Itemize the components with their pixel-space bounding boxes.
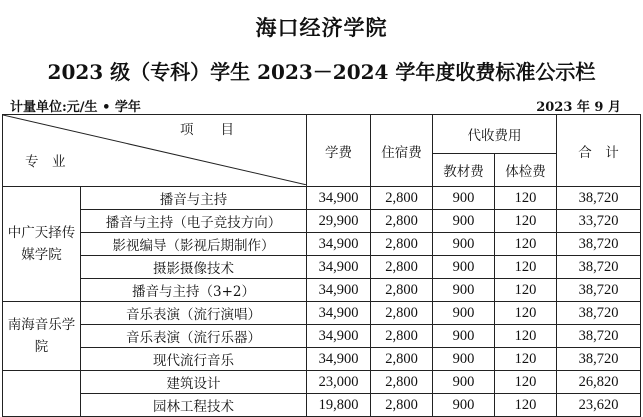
lodging-cell: 2,800 — [371, 279, 433, 302]
tuition-cell: 34,900 — [307, 348, 371, 371]
medical-cell: 120 — [495, 394, 557, 417]
lodging-cell: 2,800 — [371, 302, 433, 325]
textbook-cell: 900 — [433, 256, 495, 279]
major-cell: 音乐表演（流行乐器） — [81, 325, 307, 348]
major-cell: 播音与主持（电子竞技方向） — [81, 210, 307, 233]
textbook-cell: 900 — [433, 279, 495, 302]
tuition-cell: 34,900 — [307, 325, 371, 348]
major-cell: 影视编导（影视后期制作） — [81, 233, 307, 256]
lodging-cell: 2,800 — [371, 394, 433, 417]
table-row — [3, 348, 641, 371]
header-row-1 — [3, 115, 641, 154]
lodging-cell: 2,800 — [371, 371, 433, 394]
medical-cell: 120 — [495, 371, 557, 394]
header-total: 合 计 — [557, 115, 641, 187]
tuition-cell: 34,900 — [307, 302, 371, 325]
medical-cell: 120 — [495, 187, 557, 210]
major-cell: 现代流行音乐 — [81, 348, 307, 371]
total-cell: 38,720 — [557, 302, 641, 325]
lodging-cell: 2,800 — [371, 325, 433, 348]
lodging-cell: 2,800 — [371, 233, 433, 256]
textbook-cell: 900 — [433, 187, 495, 210]
major-cell: 播音与主持 — [81, 187, 307, 210]
header-item: 项 目 — [180, 122, 234, 138]
total-cell: 26,820 — [557, 371, 641, 394]
page-title: 海口经济学院 — [255, 15, 388, 40]
medical-cell: 120 — [495, 256, 557, 279]
table-row — [3, 233, 641, 256]
medical-cell: 120 — [495, 279, 557, 302]
medical-cell: 120 — [495, 233, 557, 256]
medical-cell: 120 — [495, 302, 557, 325]
tuition-cell: 34,900 — [307, 256, 371, 279]
diagonal-header-cell — [3, 115, 307, 187]
table-row — [3, 325, 641, 348]
header-major: 专 业 — [25, 154, 66, 170]
page-subtitle: 2023 级（专科）学生 2023－2024 学年度收费标准公示栏 — [47, 60, 596, 84]
tuition-cell: 29,900 — [307, 210, 371, 233]
college-cell: 南海音乐学院 — [3, 302, 81, 371]
header-textbook: 教材费 — [433, 154, 495, 187]
date-label: 2023 年 9 月 — [536, 100, 621, 115]
major-cell: 园林工程技术 — [81, 394, 307, 417]
table-row — [3, 302, 641, 325]
total-cell: 38,720 — [557, 256, 641, 279]
textbook-cell: 900 — [433, 325, 495, 348]
lodging-cell: 2,800 — [371, 210, 433, 233]
table-row — [3, 256, 641, 279]
textbook-cell: 900 — [433, 348, 495, 371]
textbook-cell: 900 — [433, 210, 495, 233]
header-medical: 体检费 — [495, 154, 557, 187]
table-row — [3, 187, 641, 210]
major-cell: 音乐表演（流行演唱） — [81, 302, 307, 325]
major-cell: 摄影摄像技术 — [81, 256, 307, 279]
table-row — [3, 371, 641, 394]
table-row — [3, 210, 641, 233]
tuition-cell: 19,800 — [307, 394, 371, 417]
college-cell: 中广天择传媒学院 — [3, 187, 81, 302]
total-cell: 38,720 — [557, 233, 641, 256]
college-cell — [3, 371, 81, 417]
table-row — [3, 394, 641, 417]
total-cell: 23,620 — [557, 394, 641, 417]
major-cell: 建筑设计 — [81, 371, 307, 394]
textbook-cell: 900 — [433, 233, 495, 256]
lodging-cell: 2,800 — [371, 187, 433, 210]
major-cell: 播音与主持（3+2） — [81, 279, 307, 302]
tuition-cell: 34,900 — [307, 233, 371, 256]
textbook-cell: 900 — [433, 394, 495, 417]
medical-cell: 120 — [495, 325, 557, 348]
tuition-cell: 34,900 — [307, 187, 371, 210]
fee-table — [2, 114, 641, 417]
table-row — [3, 279, 641, 302]
header-lodging: 住宿费 — [371, 115, 433, 187]
textbook-cell: 900 — [433, 302, 495, 325]
total-cell: 38,720 — [557, 348, 641, 371]
tuition-cell: 34,900 — [307, 279, 371, 302]
total-cell: 38,720 — [557, 187, 641, 210]
header-collect: 代收费用 — [433, 115, 557, 154]
total-cell: 38,720 — [557, 325, 641, 348]
lodging-cell: 2,800 — [371, 256, 433, 279]
total-cell: 33,720 — [557, 210, 641, 233]
unit-label: 计量单位:元/生 • 学年 — [10, 100, 141, 115]
lodging-cell: 2,800 — [371, 348, 433, 371]
medical-cell: 120 — [495, 210, 557, 233]
total-cell: 38,720 — [557, 279, 641, 302]
medical-cell: 120 — [495, 348, 557, 371]
textbook-cell: 900 — [433, 371, 495, 394]
header-tuition: 学费 — [307, 115, 371, 187]
tuition-cell: 23,000 — [307, 371, 371, 394]
